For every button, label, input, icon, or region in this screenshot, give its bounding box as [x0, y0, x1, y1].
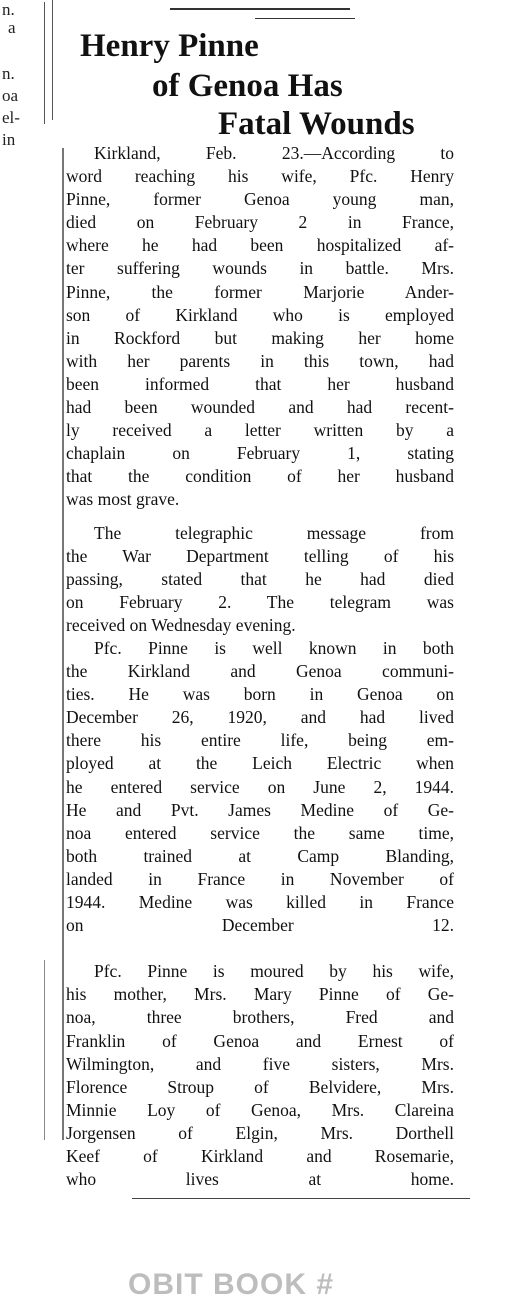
text-line: in Rockford but making her home — [66, 327, 454, 348]
text-line: noa, three brothers, Fred and — [66, 1007, 454, 1028]
text-line: Franklin of Genoa and Ernest of — [66, 1030, 454, 1051]
text-line: was most grave. — [66, 489, 180, 510]
text-line: his mother, Mrs. Mary Pinne of Ge- — [66, 984, 454, 1005]
text-line: died on February 2 in France, — [66, 212, 454, 233]
text-line: who lives at home. — [66, 1169, 454, 1190]
text-line: on December 12. — [66, 915, 454, 936]
article-body — [66, 142, 454, 1214]
obit-book-stamp: OBIT BOOK # — [128, 1268, 335, 1301]
text-line: ties. He was born in Genoa on — [66, 684, 454, 705]
text-line: both trained at Camp Blanding, — [66, 845, 454, 866]
fragment-line: el- — [2, 108, 20, 127]
text-line: the Kirkland and Genoa communi- — [66, 661, 454, 682]
text-line: there his entire life, being em- — [66, 730, 454, 751]
text-line: Jorgensen of Elgin, Mrs. Dorthell — [66, 1122, 454, 1143]
text-line: the War Department telling of his — [66, 545, 454, 566]
fragment-line: n. — [2, 64, 15, 83]
fragment-line: a — [8, 18, 16, 37]
text-line: He and Pvt. James Medine of Ge- — [66, 799, 454, 820]
text-line: Kirkland, Feb. 23.—According to — [94, 143, 454, 163]
text-line: noa entered service the same time, — [66, 822, 454, 843]
fragment-line: oa — [2, 86, 19, 105]
text-line: where he had been hospitalized af- — [66, 235, 454, 256]
text-line: on February 2. The telegram was — [66, 591, 454, 612]
text-line: received on Wednesday evening. — [66, 614, 296, 635]
paragraph — [66, 522, 454, 637]
text-line: passing, stated that he had died — [66, 568, 454, 589]
text-line: Minnie Loy of Genoa, Mrs. Clareina — [66, 1099, 454, 1120]
fragment-line: n. — [2, 0, 15, 19]
text-line: ter suffering wounds in battle. Mrs. — [66, 258, 454, 279]
text-line: ployed at the Leich Electric when — [66, 753, 454, 774]
column-rule — [44, 2, 45, 124]
text-line: Pfc. Pinne is well known in both — [94, 637, 454, 658]
headline-line-2: of Genoa Has — [152, 68, 343, 104]
paragraph — [66, 637, 454, 960]
text-line: chaplain on February 1, stating — [66, 443, 454, 464]
column-rule — [62, 148, 64, 1140]
column-rule — [52, 0, 53, 120]
top-rule — [255, 18, 355, 19]
text-line: that the condition of her husband — [66, 466, 454, 487]
text-line: Wilmington, and five sisters, Mrs. — [66, 1053, 454, 1074]
text-line: ly received a letter written by a — [66, 420, 454, 441]
text-line: December 26, 1920, and had lived — [66, 707, 454, 728]
headline-line-1: Henry Pinne — [80, 28, 259, 64]
text-line: with her parents in this town, had — [66, 350, 454, 371]
text-line: Keef of Kirkland and Rosemarie, — [66, 1146, 454, 1167]
paragraph — [66, 142, 454, 512]
top-rule — [170, 8, 350, 10]
text-line: Pinne, the former Marjorie Ander- — [66, 281, 454, 302]
text-line: Pfc. Pinne is moured by his wife, — [94, 961, 454, 982]
text-line: been informed that her husband — [66, 373, 454, 394]
paragraph — [66, 960, 454, 1214]
text-line: Pinne, former Genoa young man, — [66, 189, 454, 210]
text-line — [66, 1191, 454, 1214]
column-rule — [44, 960, 45, 1140]
text-line — [66, 937, 454, 960]
text-line: had been wounded and had recent- — [66, 397, 454, 418]
text-line: landed in France in November of — [66, 868, 454, 889]
bottom-rule — [132, 1198, 470, 1199]
text-line: Florence Stroup of Belvidere, Mrs. — [66, 1076, 454, 1097]
fragment-line: in — [2, 130, 16, 149]
text-line: he entered service on June 2, 1944. — [66, 776, 454, 797]
text-line: 1944. Medine was killed in France — [66, 892, 454, 912]
text-line: The telegraphic message from — [94, 522, 454, 543]
headline-line-3: Fatal Wounds — [218, 106, 415, 142]
text-line: word reaching his wife, Pfc. Henry — [66, 166, 454, 187]
text-line: son of Kirkland who is employed — [66, 304, 454, 325]
